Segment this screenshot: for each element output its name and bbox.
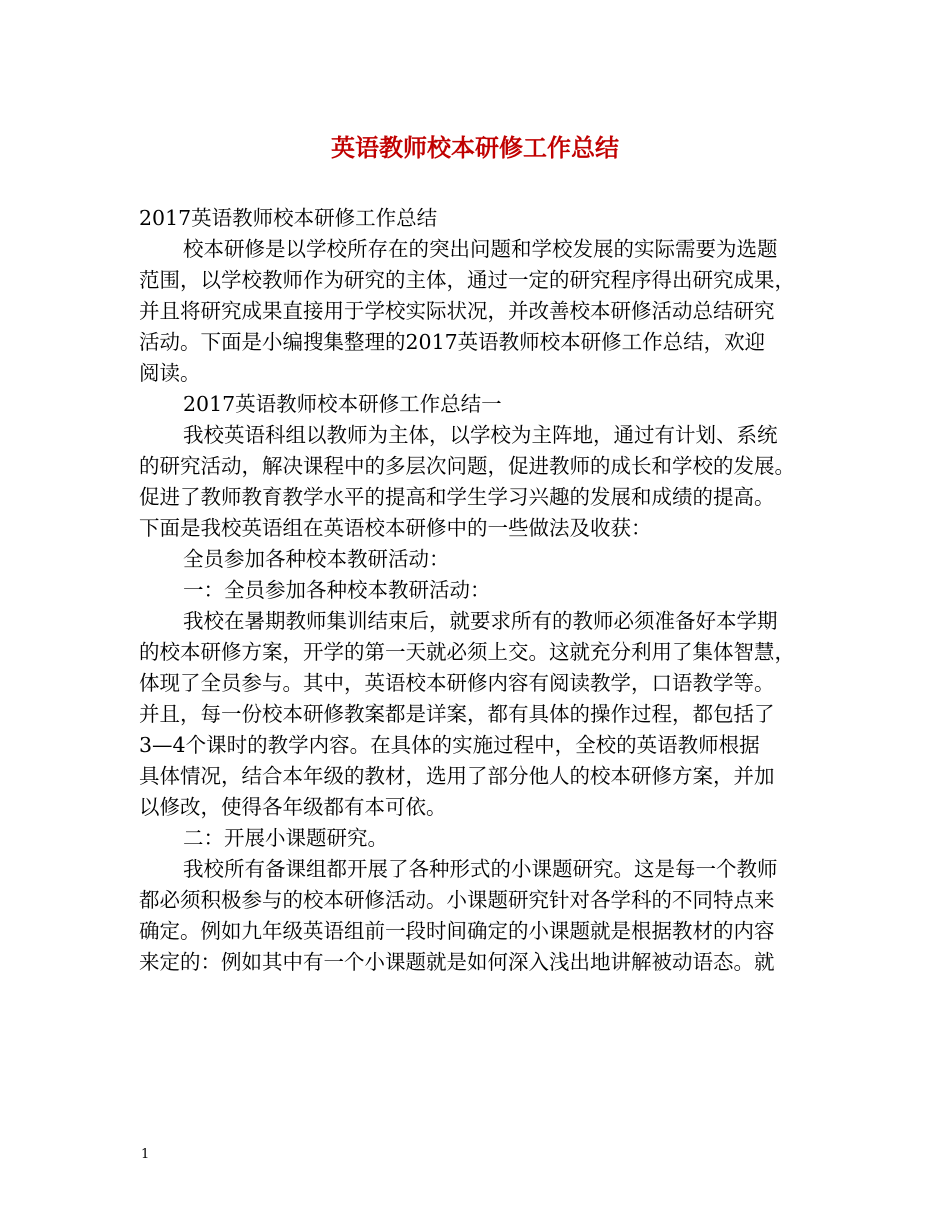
document-body [139, 203, 819, 978]
paragraph-line: 活动。下面是小编搜集整理的2017英语教师校本研修工作总结，欢迎 [139, 330, 766, 354]
paragraph-line: 以修改，使得各年级都有本可依。 [139, 795, 447, 819]
paragraph-line: 范围，以学校教师作为研究的主体，通过一定的研究程序得出研究成果， [139, 268, 795, 292]
paragraph-line-indented: 我校英语科组以教师为主体，以学校为主阵地，通过有计划、系统 [183, 423, 778, 447]
paragraph-line: 都必须积极参与的校本研修活动。小课题研究针对各学科的不同特点来 [139, 888, 775, 912]
paragraph-line-indented: 我校在暑期教师集训结束后，就要求所有的教师必须准备好本学期 [183, 609, 778, 633]
paragraph-line: 3—4个课时的教学内容。在具体的实施过程中，全校的英语教师根据 [139, 733, 760, 757]
paragraph-line-indented: 2017英语教师校本研修工作总结一 [183, 392, 502, 416]
paragraph-line: 2017英语教师校本研修工作总结 [139, 206, 438, 230]
paragraph-line: 具体情况，结合本年级的教材，选用了部分他人的校本研修方案，并加 [139, 764, 775, 788]
paragraph-line-indented: 全员参加各种校本教研活动： [183, 547, 450, 571]
paragraph-line: 阅读。 [139, 361, 201, 385]
paragraph-line: 确定。例如九年级英语组前一段时间确定的小课题就是根据教材的内容 [139, 919, 775, 943]
paragraph-line-indented: 校本研修是以学校所存在的突出问题和学校发展的实际需要为选题 [183, 237, 778, 261]
paragraph-line: 的校本研修方案，开学的第一天就必须上交。这就充分利用了集体智慧， [139, 640, 795, 664]
paragraph-line: 下面是我校英语组在英语校本研修中的一些做法及收获： [139, 516, 652, 540]
page-number: 1 [141, 1147, 150, 1162]
paragraph-line-indented: 一：全员参加各种校本教研活动： [183, 578, 491, 602]
paragraph-line: 体现了全员参与。其中，英语校本研修内容有阅读教学，口语教学等。 [139, 671, 775, 695]
paragraph-line-indented: 我校所有备课组都开展了各种形式的小课题研究。这是每一个教师 [183, 857, 778, 881]
paragraph-line: 的研究活动，解决课程中的多层次问题，促进教师的成长和学校的发展。 [139, 454, 795, 478]
paragraph-line: 并且，每一份校本研修教案都是详案，都有具体的操作过程，都包括了 [139, 702, 775, 726]
document-title: 英语教师校本研修工作总结 [331, 133, 619, 162]
paragraph-line: 促进了教师教育教学水平的提高和学生学习兴趣的发展和成绩的提高。 [139, 485, 775, 509]
paragraph-line-indented: 二：开展小课题研究。 [183, 826, 388, 850]
paragraph-line: 并且将研究成果直接用于学校实际状况，并改善校本研修活动总结研究 [139, 299, 775, 323]
paragraph-line: 来定的：例如其中有一个小课题就是如何深入浅出地讲解被动语态。就 [139, 950, 775, 974]
